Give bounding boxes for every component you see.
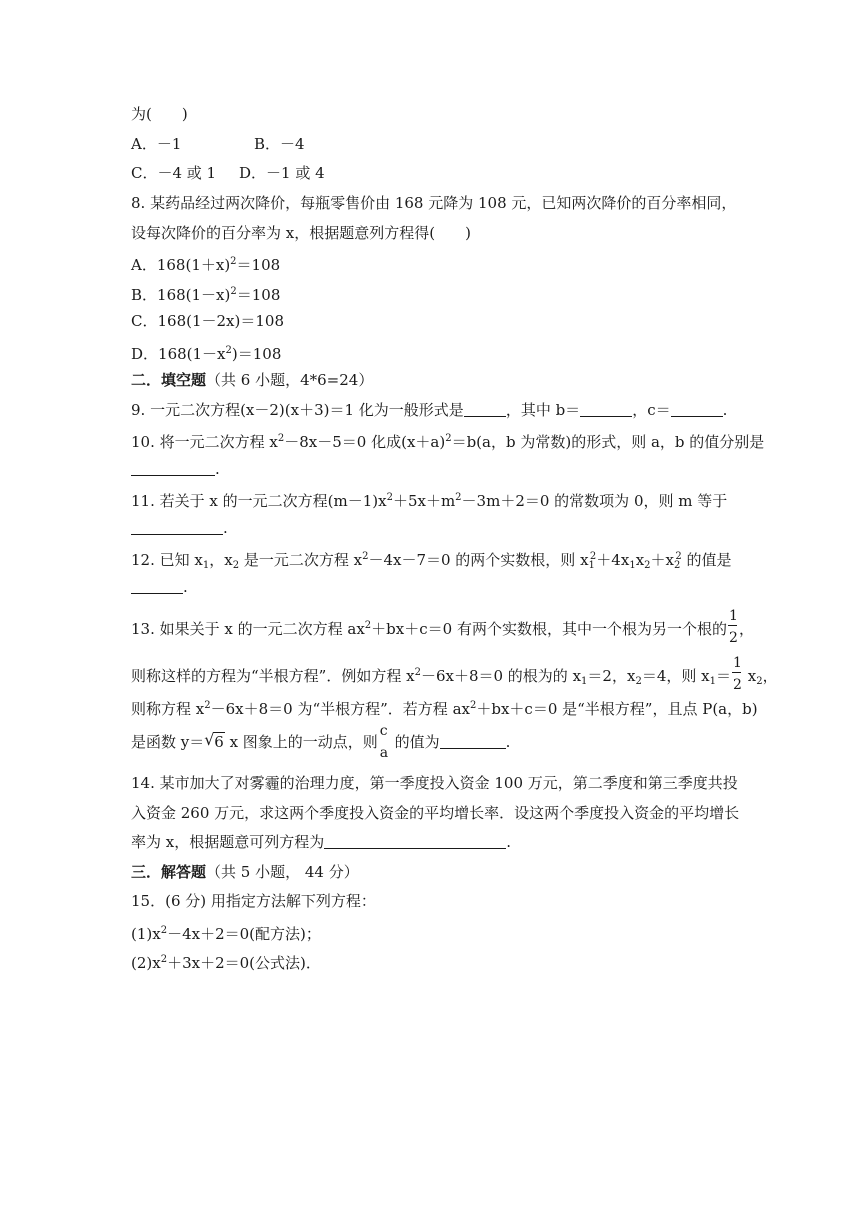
q13-line3: 则称方程 $x^2-6x+8=0$ 为“半根方程”．若方程 $ax^2+bx+c=0$ 是“半根方程”，且点 P(a，b) (131, 700, 758, 718)
half-fraction: $\frac{1}{2}$ (728, 608, 738, 646)
option-c: C．－4 或 1 (131, 164, 217, 182)
q8-option-c: C．168(1－2x)＝108 (131, 312, 284, 330)
answer-blank[interactable] (131, 461, 215, 476)
q14-line3: 率为 x，根据题意可列方程为 . (131, 833, 512, 851)
q11-line2: . (131, 518, 228, 538)
section-3-heading: 三．解答题（共 5 小题， 44 分） (131, 863, 359, 881)
q15-part1: $(1)x^2-4x+2=0$(配方法)； (131, 925, 321, 943)
answer-blank[interactable] (580, 402, 632, 417)
sqrt-symbol: √ 6 (204, 730, 224, 751)
q15-stem: 15．(6 分) 用指定方法解下列方程： (131, 892, 376, 910)
q12-line1: 12. 已知 $x_1$，$x_2$ 是一元二次方程 $x^2-4x-7=0$ 的两个实数根，则 $x_1^2+4x_1x_2+x_2^2$ 的值是 (131, 551, 732, 571)
answer-blank[interactable] (131, 520, 223, 535)
option-d: D．－1 或 4 (239, 164, 325, 182)
section-2-heading: 二．填空题（共 6 小题，4*6=24） (131, 371, 374, 389)
q15-part2: $(2)x^2+3x+2=0$(公式法)． (131, 954, 321, 972)
q9: 9. 一元二次方程(x－2)(x＋3)＝1 化为一般形式是 ，其中 b＝ ，c＝ . (131, 401, 728, 419)
q13-line1: 13. 如果关于 x 的一元二次方程 $ax^2+bx+c=0$ 有两个实数根，其中一个根为另一个根的 $\frac{1}{2}$ ， (131, 608, 754, 646)
answer-blank[interactable] (440, 734, 506, 749)
q7-stem-tail: 为( ) (131, 105, 188, 123)
option-b: B．－4 (254, 135, 305, 153)
answer-blank[interactable] (671, 402, 723, 417)
q12-line2: . (131, 577, 188, 597)
q10-line2: . (131, 459, 220, 479)
option-a: A．－1 (131, 135, 182, 153)
half-fraction: $\frac{1}{2}$ (732, 655, 742, 693)
answer-blank[interactable] (464, 402, 506, 417)
q10-line1: 10. 将一元二次方程 $x^2-8x-5=0$ 化成$(x+a)^2=b(a$，b 为常数)的形式，则 a，b 的值分别是 (131, 433, 765, 451)
q8-stem-line2: 设每次降价的百分率为 x，根据题意列方程得( ) (131, 224, 471, 242)
q14-line2: 入资金 260 万元，求这两个季度投入资金的平均增长率．设这两个季度投入资金的平均增长 (131, 804, 740, 822)
q8-option-b: B．$168(1-x)^2=108$ (131, 286, 281, 304)
q7-options-ab (131, 134, 305, 154)
q8-stem-line1: 8. 某药品经过两次降价，每瓶零售价由 168 元降为 108 元，已知两次降价的百分率相同， (131, 194, 737, 212)
q13-line4: 是函数 y＝ √ 6 x 图象上的一动点，则 c a 的值为 . (131, 723, 511, 761)
q11-line1: 11. 若关于 x 的一元二次方程$(m-1)x^2+5x+m^2-3m+2=0$ 的常数项为 0，则 m 等于 (131, 492, 728, 510)
answer-blank[interactable] (324, 834, 506, 849)
answer-blank[interactable] (131, 579, 183, 594)
c-over-a-fraction: c a (379, 723, 389, 761)
q8-option-d: D．$168(1-x^2)=108$ (131, 345, 282, 363)
q7-options-cd (131, 163, 325, 183)
q13-line2: 则称这样的方程为“半根方程”．例如方程 $x^2-6x+8=0$ 的根为的 $x_1=2$，$x_2=4$，则 $x_1=$ $\frac{1}{2}$ $x_2$， (131, 655, 778, 693)
q8-option-a: A．$168(1+x)^2=108$ (131, 256, 281, 274)
q14-line1: 14. 某市加大了对雾霾的治理力度，第一季度投入资金 100 万元，第二季度和第三季度共投 (131, 774, 738, 792)
